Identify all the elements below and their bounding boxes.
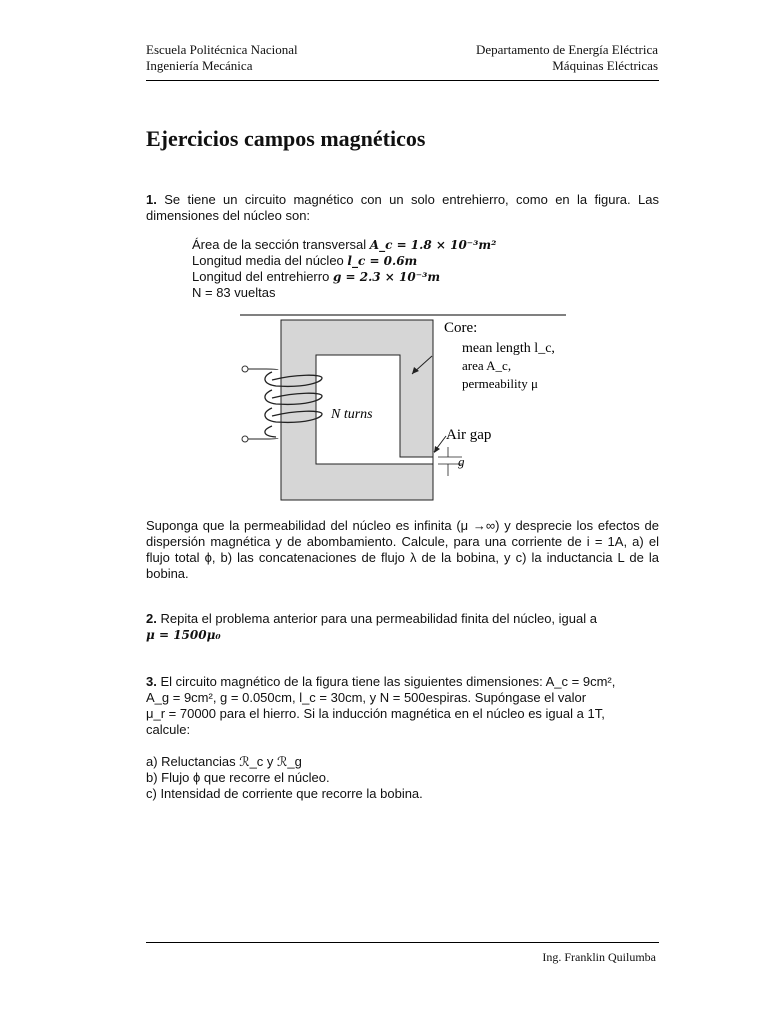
dim-area-value: A_c = 1.8 × 10⁻³m² (369, 238, 497, 252)
problem-3-line-4: calcule: (146, 722, 191, 737)
header-left (146, 42, 298, 74)
dim-gap (192, 269, 440, 285)
dim-area (192, 237, 496, 253)
lead-top (248, 369, 278, 370)
department-name: Departamento de Energía Eléctrica (475, 42, 658, 57)
dim-area-label: Área de la sección transversal (192, 237, 367, 252)
problem-3 (146, 674, 659, 738)
dim-length (192, 253, 417, 269)
header-right (476, 42, 658, 74)
problem-3-line-1: El circuito magnético de la figura tiene las siguientes dimensiones: A_c = 9cm², (160, 674, 616, 689)
institution-name: Escuela Politécnica Nacional (146, 42, 298, 57)
core-label: Core: (444, 320, 478, 336)
terminal-top-icon (242, 366, 248, 372)
dim-turns: N = 83 vueltas (192, 285, 276, 300)
dim-gap-value: g = 2.3 × 10⁻³m (332, 270, 441, 284)
dim-length-label: Longitud media del núcleo (192, 253, 344, 268)
problem-2 (146, 611, 659, 643)
lead-bottom (248, 438, 278, 439)
problem-2-text: Repita el problema anterior para una permeabilidad finita del núcleo, igual a (160, 611, 597, 626)
gap-arrow-head (434, 446, 440, 453)
problem-3-line-2: A_g = 9cm², g = 0.050cm, l_c = 30cm, y N = 500espiras. Supóngase el valor (146, 690, 587, 705)
page-title: Ejercicios campos magnéticos (146, 126, 426, 151)
magnetic-circuit-figure (236, 312, 576, 504)
problem-3-item-a: a) Reluctancias ℛ_c y ℛ_g (146, 754, 302, 769)
terminal-bottom-icon (242, 436, 248, 442)
problem-1-intro (146, 192, 659, 224)
header-rule (146, 80, 659, 81)
air-gap-label: Air gap (446, 427, 492, 443)
problem-3-line-3: μ_r = 70000 para el hierro. Si la inducción magnética en el núcleo es igual a 1T, (146, 706, 605, 721)
career-name: Ingeniería Mecánica (146, 58, 253, 73)
mean-length-label: mean length l_c, (462, 341, 555, 356)
gap-g-label: g (458, 454, 465, 469)
dim-gap-label: Longitud del entrehierro (192, 269, 330, 284)
footer-author: Ing. Franklin Quilumba (542, 950, 656, 964)
problem-1-body: Suponga que la permeabilidad del núcleo es infinita (μ →∞) y desprecie los efectos de dispersión magnética y de abombamiento. Calcule, para una corriente de i = 1A, a) el flujo total ϕ, b) las concatenaciones de flujo λ de la bobina, y c) la inductancia L de la bobina. (146, 518, 659, 581)
problem-1-intro-text: Se tiene un circuito magnético con un solo entrehierro, como en la figura. Las dimensiones del núcleo son: (146, 192, 659, 223)
dim-length-value: l_c = 0.6m (347, 254, 418, 268)
problem-3-item-b: b) Flujo ϕ que recorre el núcleo. (146, 770, 330, 785)
problem-1-number: 1. (146, 192, 157, 207)
course-name: Máquinas Eléctricas (552, 58, 658, 73)
area-label: area A_c, (462, 358, 512, 373)
n-turns-label: N turns (331, 407, 373, 422)
problem-3-item-c: c) Intensidad de corriente que recorre la bobina. (146, 786, 423, 801)
problem-2-value: μ = 1500μ₀ (146, 628, 221, 642)
problem-3-number: 3. (146, 674, 157, 689)
permeability-label: permeability μ (462, 376, 538, 391)
footer-rule (146, 942, 659, 943)
problem-2-number: 2. (146, 611, 157, 626)
problem-3-items (146, 754, 423, 802)
